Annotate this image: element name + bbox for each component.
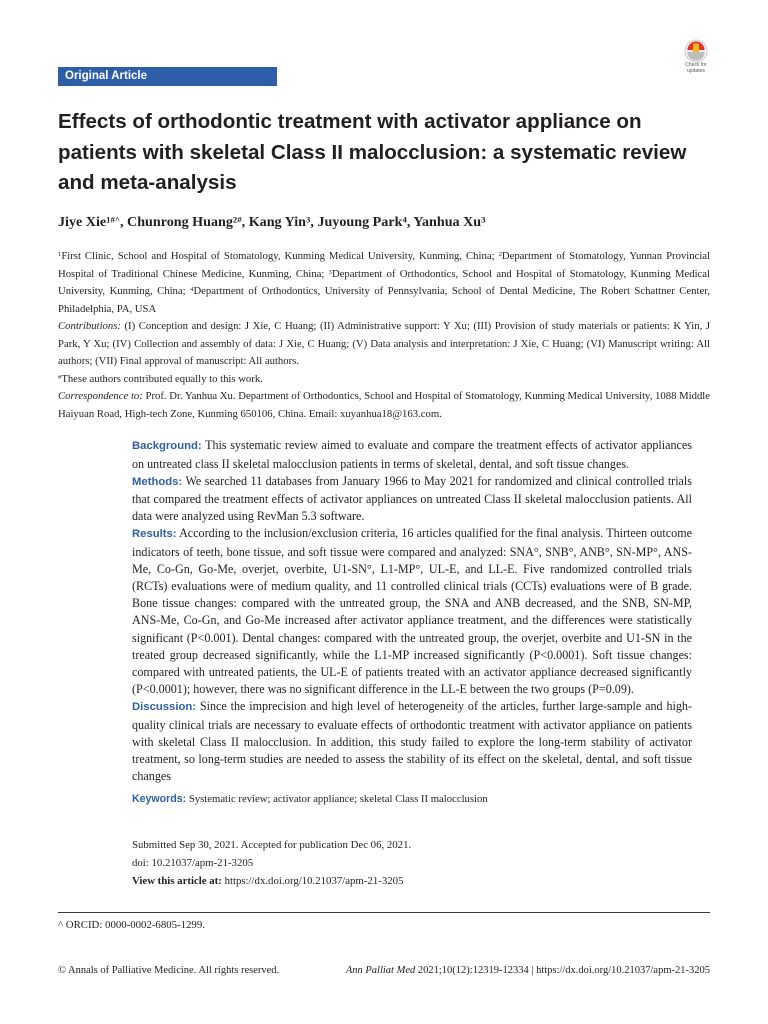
correspondence-text: Prof. Dr. Yanhua Xu. Department of Orthodontics, School and Hospital of Stomatology, Kunming Medical University, 1088 Middle Haiyuan Road, High-tech Zone, Kunming 650106, China. Email: xuyanhua18@163.com. xyxy=(58,390,711,420)
affiliation-number: 2 xyxy=(498,251,502,259)
equal-contribution-note xyxy=(58,371,710,389)
author-name: Juyoung Park xyxy=(317,214,403,230)
check-for-updates-text: Check for updates xyxy=(685,62,707,74)
author-separator: , xyxy=(241,214,246,230)
keywords-label: Keywords: xyxy=(132,793,187,806)
affiliation-number: 4 xyxy=(190,286,194,294)
keywords xyxy=(132,791,692,808)
author-name: Jiye Xie xyxy=(58,214,107,230)
affiliation-text: First Clinic, School and Hospital of Stomatology, Kunming Medical University, Kunming, China; xyxy=(61,250,495,263)
abstract-methods xyxy=(132,473,692,526)
footer-citation xyxy=(346,962,710,980)
orcid-footnote: ^ ORCID: 0000-0002-6805-1299. xyxy=(58,919,205,931)
author-separator: , xyxy=(119,214,124,230)
author xyxy=(413,214,485,230)
footer-copyright: © Annals of Palliative Medicine. All rights reserved. xyxy=(58,965,280,976)
author-name: Chunrong Huang xyxy=(127,214,233,230)
author xyxy=(249,214,314,230)
view-article-line xyxy=(132,872,692,890)
abstract-results-label: Results: xyxy=(132,528,177,541)
author xyxy=(58,214,123,230)
author xyxy=(317,214,410,230)
keywords-text: Systematic review; activator appliance; skeletal Class II malocclusion xyxy=(188,793,488,806)
abstract-background-text: This systematic review aimed to evaluate and compare the treatment effects of activator appliances on untreated class II skeletal malocclusion patients in terms of skeletal, dental, and soft tissue changes. xyxy=(132,438,692,471)
affiliation-text: Department of Orthodontics, University of Pennsylvania, School of Dental Medicine, The Robert Schattner Center, Philadelphia, PA, USA xyxy=(58,285,710,315)
author-name: Kang Yin xyxy=(248,214,307,230)
correspondence-label: Correspondence to: xyxy=(58,390,143,403)
footer-url-link[interactable]: https://dx.doi.org/10.21037/apm-21-3205 xyxy=(536,965,710,976)
affiliation-number: 3 xyxy=(328,268,332,276)
author-affiliation-mark: 3 xyxy=(306,214,311,225)
article-type-label: Original Article xyxy=(65,70,148,82)
author-separator: , xyxy=(310,214,314,230)
author-affiliation-mark: 2# xyxy=(232,214,242,225)
abstract-discussion xyxy=(132,698,692,785)
abstract-background xyxy=(132,437,692,472)
view-article-link[interactable]: https://dx.doi.org/10.21037/apm-21-3205 xyxy=(224,875,404,887)
footnote-divider xyxy=(58,912,710,913)
author-affiliation-mark: 3 xyxy=(481,214,486,225)
publication-info xyxy=(132,836,692,890)
author-affiliation-mark: 1#^ xyxy=(106,214,120,225)
contributions-label: Contributions: xyxy=(58,320,121,333)
view-article-label: View this article at: xyxy=(132,875,222,887)
contributions xyxy=(58,318,710,371)
affiliation xyxy=(58,250,495,262)
author-separator: , xyxy=(406,214,411,230)
author-name: Yanhua Xu xyxy=(413,214,482,230)
abstract-methods-text: We searched 11 databases from January 1966 to May 2021 for randomized and clinical controlled trials that compared the treatment effects of activator appliances on untreated Class II skeletal malocclusion patients. All data were analyzed using RevMan 5.3 software. xyxy=(132,473,692,524)
abstract-discussion-text: Since the imprecision and high level of heterogeneity of the articles, further large-sample and high-quality clinical trials are necessary to evaluate effects of orthodontic treatment with activator appliance on patients with skeletal Class II malocclusion. In addition, this study failed to explore the long-term stability of activator treatment, so long-term studies are needed to assess the stability of its effect on the skeletal, dental, and soft tissue changes xyxy=(132,699,692,784)
abstract-methods-label: Methods: xyxy=(132,475,183,488)
contributions-text: (I) Conception and design: J Xie, C Huang; (II) Administrative support: Y Xu; (III) Provision of study materials or patients: K Yin, J Park, Y Xu; (IV) Collection and assembly of data: J Xie, C Huang; (V) Data analysis and interpretation: J Xie, C Huang; (VI) Manuscript writing: All authors; (VII) Final approval of manuscript: All authors. xyxy=(58,320,710,368)
affiliations xyxy=(58,248,710,318)
affiliation-number: 1 xyxy=(58,251,62,259)
affiliation-text: Department of Orthodontics, School and Hospital of Stomatology, Kunming Medical University, Kunming, China; xyxy=(58,267,711,298)
correspondence xyxy=(58,388,710,423)
article-title: Effects of orthodontic treatment with activator appliance on patients with skeletal Class II malocclusion: a systematic review and meta-analysis xyxy=(58,110,687,194)
article-type-banner xyxy=(58,67,277,86)
author-affiliation-mark: 4 xyxy=(402,214,407,225)
author xyxy=(127,214,245,230)
abstract-results xyxy=(132,525,692,698)
check-for-updates-icon xyxy=(681,39,711,63)
footer-citation-text: 2021;10(12):12319-12334 xyxy=(417,965,529,976)
affiliation-text: Department of Stomatology, Yunnan Provincial Hospital of Traditional Chinese Medicine, Kunming, China; xyxy=(58,250,711,280)
abstract xyxy=(132,437,692,808)
submission-dates: Submitted Sep 30, 2021. Accepted for publication Dec 06, 2021. xyxy=(132,839,412,851)
equal-contribution-text: These authors contributed equally to this work. xyxy=(61,372,263,385)
equal-contribution-mark: # xyxy=(58,373,62,381)
check-for-updates-badge[interactable] xyxy=(680,39,712,75)
doi: doi: 10.21037/apm-21-3205 xyxy=(132,857,254,869)
footer-divider: | xyxy=(531,965,534,976)
abstract-discussion-label: Discussion: xyxy=(132,701,197,714)
footer-journal: Ann Palliat Med xyxy=(345,965,416,976)
author-list xyxy=(58,212,710,232)
front-matter xyxy=(58,248,710,423)
abstract-background-label: Background: xyxy=(132,440,202,453)
abstract-results-text: According to the inclusion/exclusion criteria, 16 articles qualified for the final analysis. Thirteen outcome indicators of teeth, bone tissue, and soft tissue were compared and analyzed: SNA°, SNB°, ANB°, SN-MP°, ANS-Me, Co-Gn, Go-Me, overjet, overbite, U1-SN°, L1-MP°, UL-E, and LL-E. Five randomized controlled trials (RCTs) evaluations were of medium quality, and 11 controlled clinical trials (CCTs) evaluations were of B grade. Bone tissue changes: compared with the untreated group, the SNA and ANB decreased, and the SNB, SN-MP, ANS-Me, Co-Gn, and Go-Me increased after activator appliance treatment, and the differences were statistically significant (P<0.001). Dental changes: compared with the untreated group, the overjet, overbite and U1-SN in the treated group decreased significantly, while the L1-MP increased significantly (P<0.0001). Soft tissue changes: compared with untreated patients, the UL-E of patients treated with an activator appliance decreased significantly (P<0.0001); however, there was no significant difference in the LL-E between the two groups (P=0.09). xyxy=(132,526,692,697)
